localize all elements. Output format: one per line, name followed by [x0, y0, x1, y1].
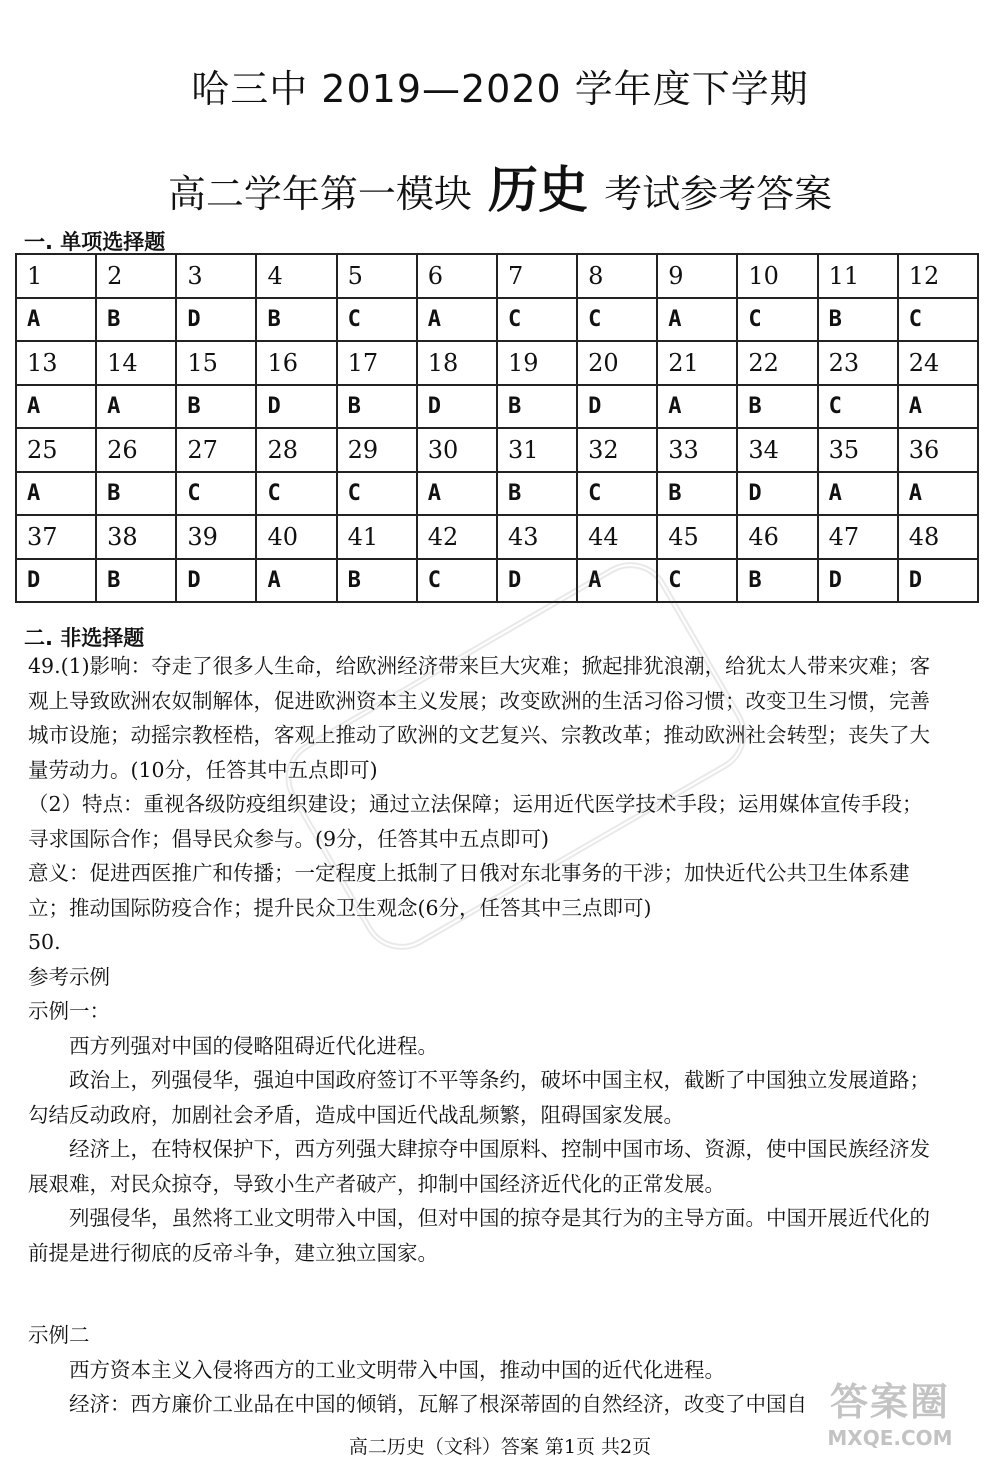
question-number-cell: 12: [898, 254, 978, 298]
question-number-cell: 14: [96, 341, 176, 385]
question-number-cell: 16: [256, 341, 336, 385]
example2-label: 示例二: [28, 1323, 90, 1347]
question-49-block: [28, 649, 940, 1270]
question-number-cell: 22: [737, 341, 817, 385]
answer-cell: A: [256, 559, 336, 603]
answer-cell: A: [898, 472, 978, 516]
answer-cell: B: [337, 559, 417, 603]
answer-cell: B: [96, 298, 176, 342]
section2-heading: 二. 非选择题: [24, 626, 145, 650]
answer-cell: D: [176, 559, 256, 603]
title-prefix: 高二学年第一模块: [167, 172, 472, 216]
example1-thesis: 西方列强对中国的侵略阻碍近代化进程。: [69, 1033, 438, 1058]
logo-site: MXQE.COM: [827, 1426, 953, 1450]
answer-cell: B: [657, 472, 737, 516]
answer-cell: B: [176, 385, 256, 429]
answer-cell: A: [657, 298, 737, 342]
answer-row: [16, 472, 978, 516]
question-number-cell: 17: [337, 341, 417, 385]
question-number-cell: 31: [497, 428, 577, 472]
title-subject: 历史: [488, 161, 588, 219]
answer-cell: D: [737, 472, 817, 516]
answer-cell: B: [497, 472, 577, 516]
answer-cell: A: [96, 385, 176, 429]
question-number-cell: 1: [16, 254, 96, 298]
answer-cell: A: [818, 472, 898, 516]
answer-cell: B: [96, 472, 176, 516]
question-number-cell: 37: [16, 515, 96, 559]
answer-cell: D: [818, 559, 898, 603]
question-number-cell: 35: [818, 428, 898, 472]
answer-cell: B: [256, 298, 336, 342]
page-footer: 高二历史（文科）答案 第1页 共2页: [348, 1436, 652, 1458]
title-line-2: [0, 150, 1000, 222]
question-number-cell: 21: [657, 341, 737, 385]
question-number-cell: 19: [497, 341, 577, 385]
question-number-cell: 43: [497, 515, 577, 559]
example2-thesis: 西方资本主义入侵将西方的工业文明带入中国，推动中国的近代化进程。: [69, 1357, 725, 1382]
question-number-cell: 29: [337, 428, 417, 472]
question-number-cell: 10: [737, 254, 817, 298]
question-number-cell: 18: [417, 341, 497, 385]
question-number-cell: 36: [898, 428, 978, 472]
answer-cell: C: [337, 472, 417, 516]
example1-conclusion: 列强侵华，虽然将工业文明带入中国，但对中国的掠夺是其行为的主导方面。中国开展近代化的前提是进行彻底的反帝斗争，建立独立国家。: [28, 1206, 930, 1265]
answer-cell: D: [256, 385, 336, 429]
answer-cell: C: [337, 298, 417, 342]
answer-cell: D: [176, 298, 256, 342]
answer-cell: A: [16, 298, 96, 342]
question-number-cell: 24: [898, 341, 978, 385]
example1-politics: 政治上，列强侵华，强迫中国政府签订不平等条约，破坏中国主权，截断了中国独立发展道路；勾结反动政府，加剧社会矛盾，造成中国近代战乱频繁，阻碍国家发展。: [28, 1068, 930, 1127]
question-number-cell: 2: [96, 254, 176, 298]
question-number-cell: 3: [176, 254, 256, 298]
site-logo: [800, 1371, 980, 1451]
question-number-cell: 6: [417, 254, 497, 298]
question-number-cell: 23: [818, 341, 898, 385]
q49-significance: 意义：促进西医推广和传播；一定程度上抵制了日俄对东北事务的干涉；加快近代公共卫生体系建立；推动国际防疫合作；提升民众卫生观念(6分，任答其中三点即可): [28, 861, 910, 920]
question-number-cell: 34: [737, 428, 817, 472]
answer-cell: A: [417, 472, 497, 516]
answer-cell: C: [176, 472, 256, 516]
question-number-cell: 45: [657, 515, 737, 559]
answer-cell: C: [577, 472, 657, 516]
title-line-1: 哈三中 2019—2020 学年度下学期: [191, 67, 809, 111]
answer-cell: B: [497, 385, 577, 429]
question-number-cell: 40: [256, 515, 336, 559]
answer-cell: B: [737, 559, 817, 603]
question-number-cell: 27: [176, 428, 256, 472]
question-number-cell: 20: [577, 341, 657, 385]
answer-row: [16, 298, 978, 342]
question-number-cell: 39: [176, 515, 256, 559]
question-number-cell: 28: [256, 428, 336, 472]
question-number-cell: 32: [577, 428, 657, 472]
q50-number: 50.: [28, 930, 61, 954]
answer-cell: D: [16, 559, 96, 603]
question-number-cell: 38: [96, 515, 176, 559]
answer-cell: D: [898, 559, 978, 603]
answer-table: [15, 253, 979, 603]
question-number-cell: 4: [256, 254, 336, 298]
question-number-cell: 44: [577, 515, 657, 559]
question-number-cell: 46: [737, 515, 817, 559]
answer-cell: B: [96, 559, 176, 603]
answer-cell: C: [577, 298, 657, 342]
question-number-cell: 33: [657, 428, 737, 472]
example1-economy: 经济上，在特权保护下，西方列强大肆掠夺中国原料、控制中国市场、资源，使中国民族经济发展艰难，对民众掠夺，导致小生产者破产，抑制中国经济近代化的正常发展。: [28, 1137, 930, 1196]
question-number-cell: 9: [657, 254, 737, 298]
question-number-row: [16, 254, 978, 298]
answer-cell: A: [16, 385, 96, 429]
question-number-cell: 47: [818, 515, 898, 559]
example1-label: 示例一：: [28, 999, 110, 1023]
question-number-row: [16, 341, 978, 385]
question-number-cell: 8: [577, 254, 657, 298]
answer-cell: A: [657, 385, 737, 429]
answer-cell: A: [577, 559, 657, 603]
question-number-row: [16, 428, 978, 472]
answer-row: [16, 385, 978, 429]
answer-cell: D: [577, 385, 657, 429]
answer-row: [16, 559, 978, 603]
q49-part2: （2）特点：重视各级防疫组织建设；通过立法保障；运用近代医学技术手段；运用媒体宣传手段；寻求国际合作；倡导民众参与。(9分，任答其中五点即可): [28, 792, 923, 851]
question-number-cell: 11: [818, 254, 898, 298]
question-number-cell: 41: [337, 515, 417, 559]
question-number-cell: 5: [337, 254, 417, 298]
logo-mark: 答案圈: [829, 1380, 950, 1424]
answer-cell: C: [256, 472, 336, 516]
question-number-cell: 30: [417, 428, 497, 472]
question-number-cell: 48: [898, 515, 978, 559]
answer-cell: B: [818, 298, 898, 342]
question-number-cell: 13: [16, 341, 96, 385]
section1-heading: 一. 单项选择题: [24, 230, 166, 254]
question-number-cell: 26: [96, 428, 176, 472]
answer-cell: B: [737, 385, 817, 429]
answer-cell: C: [657, 559, 737, 603]
reference-label: 参考示例: [28, 964, 110, 989]
answer-cell: C: [818, 385, 898, 429]
question-number-cell: 7: [497, 254, 577, 298]
question-number-cell: 15: [176, 341, 256, 385]
answer-cell: D: [417, 385, 497, 429]
q49-part1: 49.(1)影响：夺走了很多人生命，给欧洲经济带来巨大灾难；掀起排犹浪潮，给犹太人带来灾难；客观上导致欧洲农奴制解体，促进欧洲资本主义发展；改变欧洲的生活习俗习惯；改变卫生习惯，完善城市设施；动摇宗教桎梏，客观上推动了欧洲的文艺复兴、宗教改革；推动欧洲社会转型；丧失了大量劳动力。(10分，任答其中五点即可): [28, 654, 931, 782]
answer-cell: C: [497, 298, 577, 342]
answer-cell: D: [497, 559, 577, 603]
question-number-cell: 25: [16, 428, 96, 472]
example2-economy: 经济：西方廉价工业品在中国的倾销，瓦解了根深蒂固的自然经济，改变了中国自: [69, 1392, 807, 1416]
answer-cell: B: [337, 385, 417, 429]
answer-cell: C: [737, 298, 817, 342]
answer-cell: A: [898, 385, 978, 429]
question-number-row: [16, 515, 978, 559]
answer-cell: A: [16, 472, 96, 516]
title-suffix: 考试参考答案: [604, 172, 833, 216]
question-number-cell: 42: [417, 515, 497, 559]
answer-cell: C: [417, 559, 497, 603]
answer-cell: A: [417, 298, 497, 342]
answer-cell: C: [898, 298, 978, 342]
